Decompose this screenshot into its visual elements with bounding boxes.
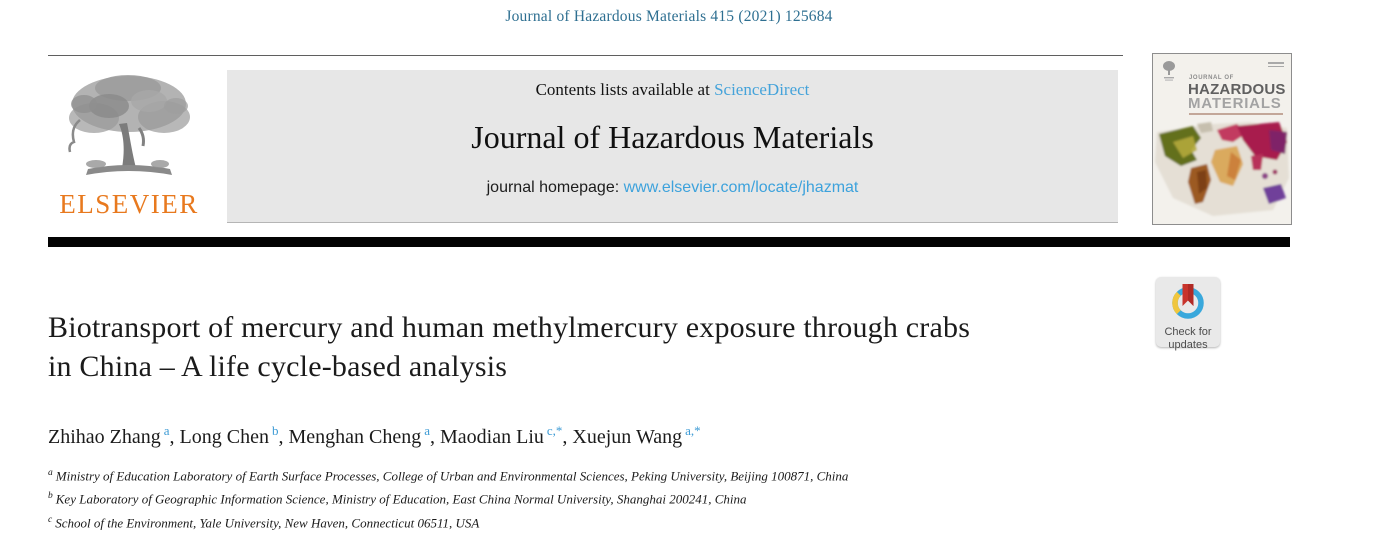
author-affiliation-sup: a	[163, 423, 170, 438]
author-name: Maodian Liu $^{c,*}$,	[440, 423, 573, 448]
elsevier-logo	[50, 68, 208, 220]
badge-label: Check for updates	[1164, 326, 1212, 351]
cover-kicker: JOURNAL OF	[1189, 75, 1234, 81]
header-rule	[48, 55, 1123, 56]
cover-volume-text	[1268, 62, 1284, 69]
contents-line	[227, 70, 1118, 100]
authors-line	[48, 423, 701, 449]
homepage-link[interactable]: www.elsevier.com/locate/jhazmat	[623, 179, 859, 196]
journal-cover-thumbnail	[1152, 53, 1292, 225]
affiliation-sup-label: a	[48, 468, 53, 478]
author-affiliation-sup: c,*	[546, 423, 563, 438]
author-affiliation-sup: a,*	[685, 423, 701, 438]
cover-map-graphic	[1153, 118, 1291, 224]
banner-journal-title: Journal of Hazardous Materials	[471, 119, 874, 155]
affiliations-list	[48, 466, 848, 536]
divider-bar	[48, 237, 1290, 247]
page-header-citation: Journal of Hazardous Materials 415 (2021) 125684	[505, 8, 833, 25]
crossmark-icon	[1168, 281, 1208, 321]
homepage-line	[227, 179, 1118, 197]
affiliation-item: $^b$ Key Laboratory of Geographic Information Science, Ministry of Education, East China Normal University, Shanghai 200241, China	[48, 491, 747, 507]
sciencedirect-link[interactable]: ScienceDirect	[714, 80, 810, 99]
author-name: Long Chen $^b$,	[179, 423, 289, 448]
cover-elsevier-icon	[1162, 60, 1176, 82]
elsevier-tree-icon	[54, 68, 204, 184]
homepage-line-prefix: journal homepage:	[486, 179, 624, 196]
affiliation-sup-label: b	[48, 491, 53, 502]
author-affiliation-sup: b	[271, 423, 279, 438]
author-affiliation-sup: a	[424, 423, 431, 438]
cover-title-line1: HAZARDOUS	[1188, 81, 1286, 98]
author-name: Menghan Cheng $^a$,	[288, 423, 441, 448]
article-title-line1: Biotransport of mercury and human methylmercury exposure through crabs	[48, 311, 971, 344]
article-title-line2: in China – A life cycle-based analysis	[48, 350, 508, 383]
affiliation-sup-label: c	[48, 514, 53, 525]
author-name: Xuejun Wang $^{a,*}$	[572, 423, 701, 448]
cover-title-line2: MATERIALS	[1188, 95, 1282, 112]
contents-line-prefix: Contents lists available at	[535, 80, 715, 99]
article-title	[48, 308, 970, 386]
journal-banner	[227, 70, 1118, 223]
author-name: Zhihao Zhang $^a$,	[48, 423, 180, 448]
cover-subtitle-line	[1189, 113, 1283, 115]
crossmark-badge[interactable]	[1156, 277, 1220, 351]
affiliation-item: $^a$ Ministry of Education Laboratory of Earth Surface Processes, College of Urban and Environmental Sciences, Peking University, Beijing 100871, China	[48, 468, 849, 484]
affiliation-item: $^c$ School of the Environment, Yale University, New Haven, Connecticut 06511, USA	[48, 514, 480, 530]
elsevier-wordmark: ELSEVIER	[59, 189, 199, 219]
